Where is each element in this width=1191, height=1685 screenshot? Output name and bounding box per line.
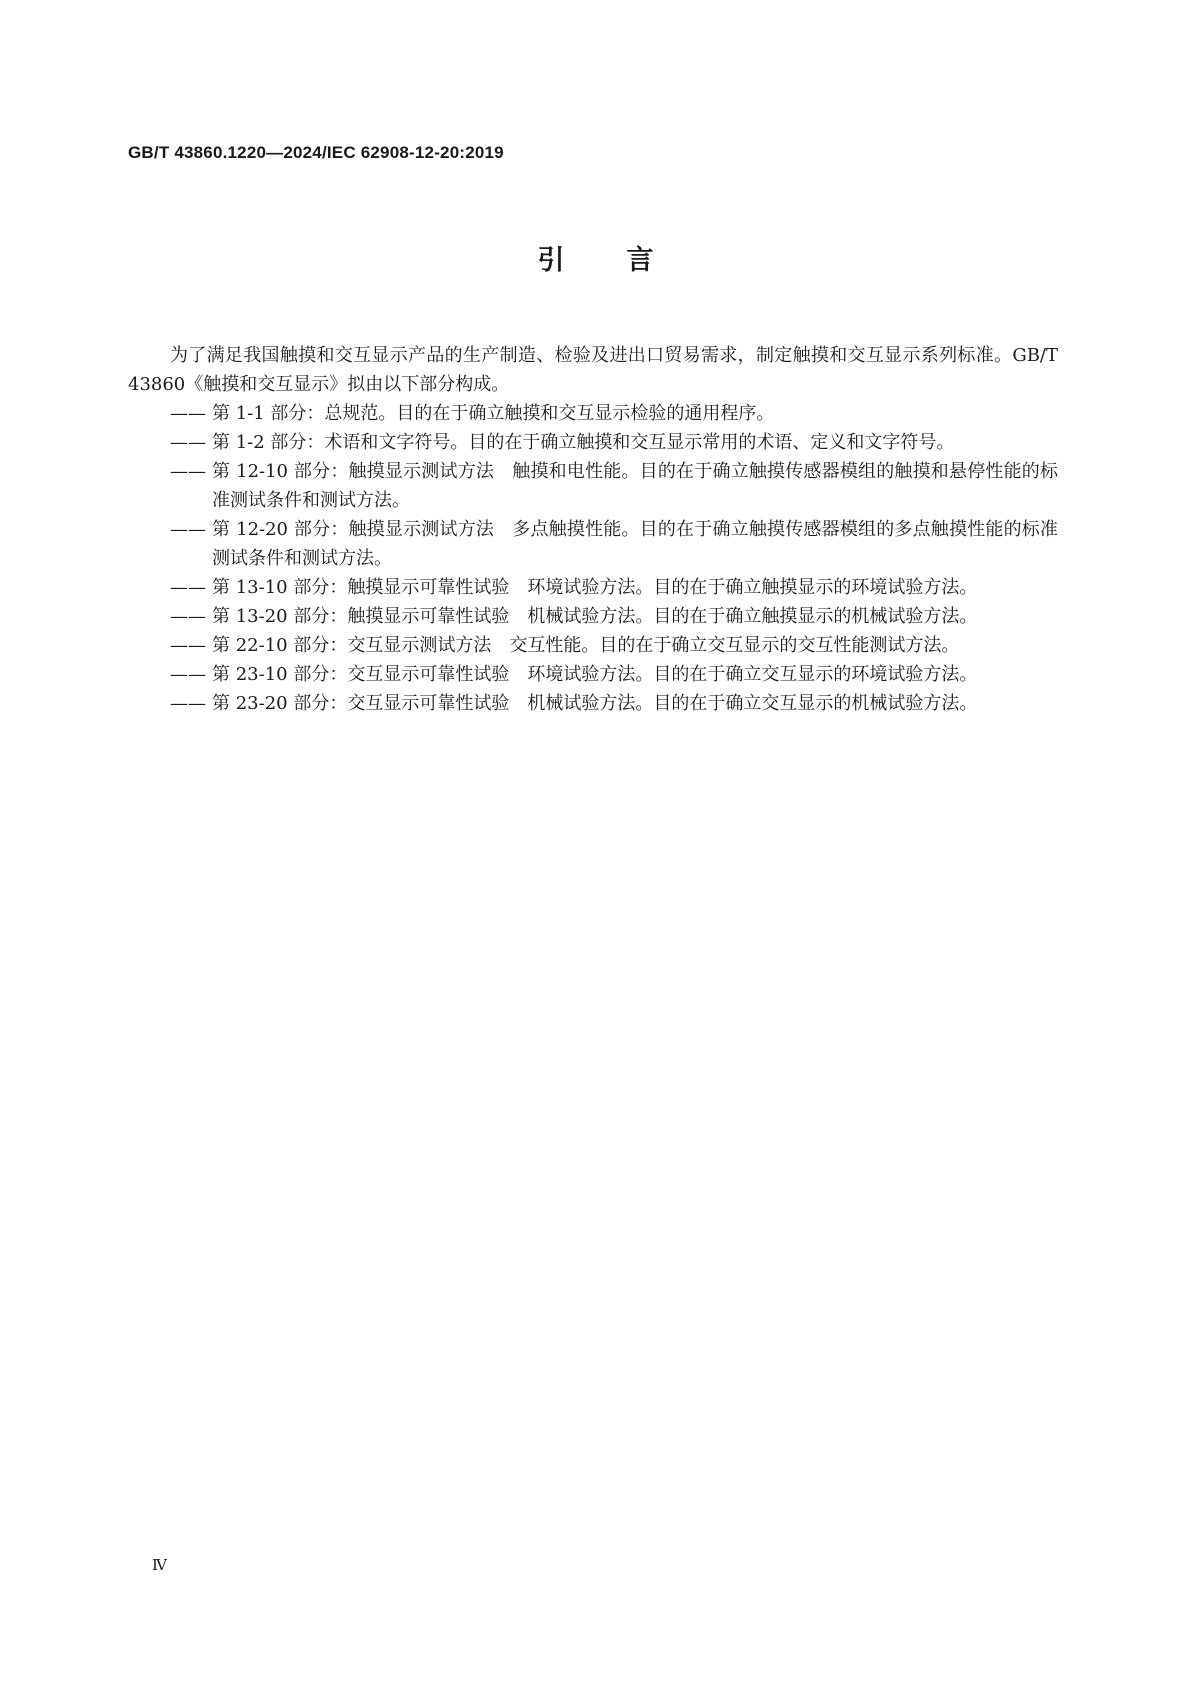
list-item — [128, 457, 1058, 515]
list-item — [128, 602, 1058, 631]
part-list — [128, 399, 1058, 718]
list-dash: —— — [170, 664, 206, 685]
intro-paragraph: 为了满足我国触摸和交互显示产品的生产制造、检验及进出口贸易需求，制定触摸和交互显示系列标准。GB/T 43860《触摸和交互显示》拟由以下部分构成。 — [128, 345, 1058, 395]
list-item-text: 第 12-10 部分：触摸显示测试方法 触摸和电性能。目的在于确立触摸传感器模组的触摸和悬停性能的标准测试条件和测试方法。 — [212, 461, 1058, 511]
list-item — [128, 428, 1058, 457]
list-dash: —— — [170, 432, 206, 453]
list-item — [128, 515, 1058, 573]
list-item-text: 第 1-2 部分：术语和文字符号。目的在于确立触摸和交互显示常用的术语、定义和文字符号。 — [212, 432, 955, 453]
list-item-text: 第 13-20 部分：触摸显示可靠性试验 机械试验方法。目的在于确立触摸显示的机械试验方法。 — [212, 606, 978, 627]
page-number: Ⅳ — [152, 1556, 167, 1574]
list-item — [128, 689, 1058, 718]
list-item-text: 第 22-10 部分：交互显示测试方法 交互性能。目的在于确立交互显示的交互性能测试方法。 — [212, 635, 960, 656]
list-dash: —— — [170, 635, 206, 656]
list-dash: —— — [170, 519, 206, 540]
list-item-text: 第 12-20 部分：触摸显示测试方法 多点触摸性能。目的在于确立触摸传感器模组的多点触摸性能的标准测试条件和测试方法。 — [212, 519, 1058, 569]
page-title: 引言 — [537, 245, 716, 276]
document-body — [128, 341, 1058, 718]
standard-number-header: GB/T 43860.1220—2024/IEC 62908-12-20:2019 — [128, 143, 504, 162]
list-item-text: 第 1-1 部分：总规范。目的在于确立触摸和交互显示检验的通用程序。 — [212, 403, 775, 424]
list-item — [128, 660, 1058, 689]
list-item — [128, 399, 1058, 428]
list-item-text: 第 23-10 部分：交互显示可靠性试验 环境试验方法。目的在于确立交互显示的环境试验方法。 — [212, 664, 978, 685]
list-dash: —— — [170, 693, 206, 714]
list-dash: —— — [170, 461, 206, 482]
list-item — [128, 573, 1058, 602]
list-item-text: 第 23-20 部分：交互显示可靠性试验 机械试验方法。目的在于确立交互显示的机械试验方法。 — [212, 693, 978, 714]
list-item — [128, 631, 1058, 660]
list-item-text: 第 13-10 部分：触摸显示可靠性试验 环境试验方法。目的在于确立触摸显示的环境试验方法。 — [212, 577, 978, 598]
list-dash: —— — [170, 577, 206, 598]
list-dash: —— — [170, 606, 206, 627]
list-dash: —— — [170, 403, 206, 424]
